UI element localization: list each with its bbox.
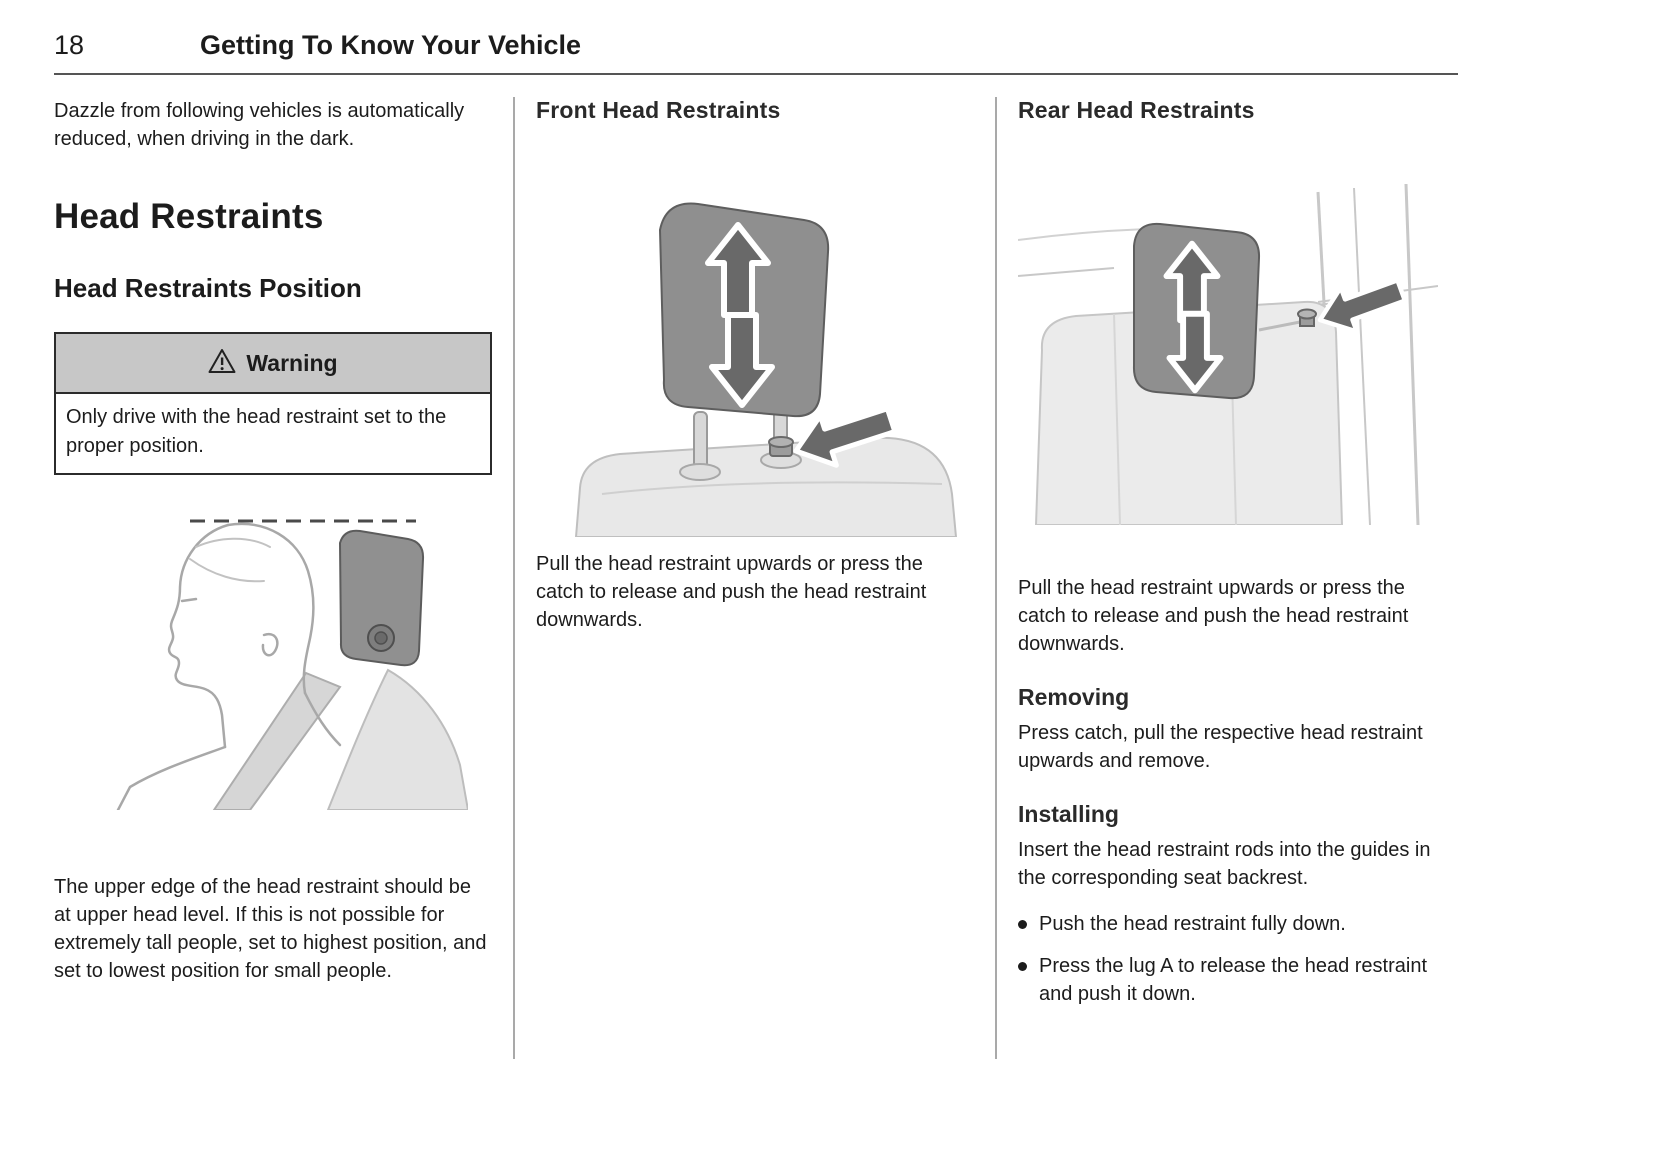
content-columns bbox=[54, 97, 1653, 1059]
warning-body: Only drive with the head restraint set to the proper position. bbox=[66, 406, 447, 457]
list-item-text: Press the lug A to release the head restraint and push it down. bbox=[1039, 955, 1428, 1005]
seat-belt bbox=[214, 673, 340, 810]
column-divider bbox=[995, 97, 997, 1059]
intro-paragraph: Dazzle from following vehicles is automatically reduced, when driving in the dark. bbox=[54, 100, 465, 150]
heading-rear-head-restraints: Rear Head Restraints bbox=[1018, 97, 1255, 123]
position-paragraph: The upper edge of the head restraint should be at upper head level. If this is not possible for extremely tall people, set to highest position, and set to lowest position for small people. bbox=[54, 876, 487, 982]
column-middle bbox=[536, 97, 974, 1059]
column-right bbox=[1018, 97, 1456, 1059]
column-left bbox=[54, 97, 492, 1059]
bullet-icon bbox=[1018, 920, 1027, 929]
warning-icon bbox=[208, 348, 236, 379]
front-head-restraint-illustration bbox=[542, 192, 962, 542]
list-item bbox=[1018, 952, 1456, 1008]
header-rule bbox=[54, 73, 1458, 75]
warning-box bbox=[54, 332, 492, 475]
heading-front-head-restraints: Front Head Restraints bbox=[536, 97, 781, 123]
heading-head-restraints-position: Head Restraints Position bbox=[54, 273, 362, 303]
headrest-rod bbox=[694, 412, 707, 470]
installing-steps bbox=[1018, 910, 1456, 1008]
column-divider bbox=[513, 97, 515, 1059]
warning-header bbox=[56, 334, 490, 394]
front-restraint-paragraph: Pull the head restraint upwards or press the catch to release and push the head restraint downwards. bbox=[536, 553, 927, 631]
list-item-text: Push the head restraint fully down. bbox=[1039, 913, 1346, 935]
list-item bbox=[1018, 910, 1456, 938]
heading-removing: Removing bbox=[1018, 684, 1130, 710]
page-section-title: Getting To Know Your Vehicle bbox=[200, 30, 582, 60]
heading-head-restraints: Head Restraints bbox=[54, 197, 324, 236]
seat-back bbox=[328, 670, 468, 810]
seat-top bbox=[576, 438, 956, 537]
person-profile bbox=[118, 524, 340, 810]
installing-paragraph: Insert the head restraint rods into the guides in the corresponding seat backrest. bbox=[1018, 839, 1431, 889]
bullet-icon bbox=[1018, 962, 1027, 971]
page-header bbox=[54, 30, 1458, 61]
warning-title: Warning bbox=[246, 349, 338, 376]
heading-installing: Installing bbox=[1018, 801, 1119, 827]
rear-head-restraint-illustration bbox=[1018, 180, 1438, 530]
removing-paragraph: Press catch, pull the respective head restraint upwards and remove. bbox=[1018, 722, 1423, 772]
head-position-illustration bbox=[78, 495, 468, 815]
page-number: 18 bbox=[54, 30, 85, 60]
rear-restraint-paragraph: Pull the head restraint upwards or press the catch to release and push the head restraint downwards. bbox=[1018, 577, 1409, 655]
